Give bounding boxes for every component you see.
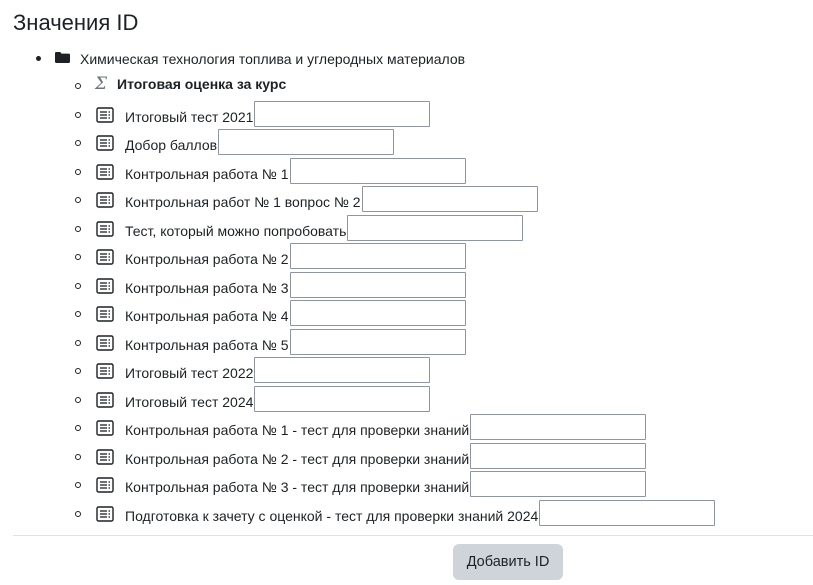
category-row (0, 44, 813, 72)
grade-item-label-wrap (125, 107, 430, 127)
bullet-circle (75, 283, 81, 289)
grade-item-label-wrap (125, 392, 430, 412)
grade-item-row (0, 272, 813, 301)
quiz-icon (96, 249, 114, 265)
grade-item-label-wrap (125, 278, 466, 298)
grade-item-label: Контрольная работа № 2 (125, 251, 289, 267)
grade-item-label: Контрольная работа № 1 - тест для проверки знаний (125, 422, 470, 438)
grade-item-label-wrap (125, 164, 466, 184)
quiz-icon (96, 477, 114, 493)
grade-item-label: Контрольная работа № 1 (125, 165, 289, 182)
add-id-button[interactable]: Добавить ID (453, 544, 563, 580)
grade-item-row (0, 300, 813, 329)
grade-item-row (0, 129, 813, 158)
id-number-input[interactable] (290, 158, 466, 184)
bullet-circle (75, 340, 81, 346)
bullet-circle (75, 511, 81, 517)
bullet-circle (75, 226, 81, 232)
folder-icon (55, 52, 70, 63)
id-number-input[interactable] (539, 500, 715, 526)
grade-item-row (0, 243, 813, 272)
id-number-input[interactable] (470, 443, 646, 469)
bullet-circle (75, 368, 81, 374)
grade-item-label-wrap (125, 363, 430, 383)
quiz-icon (96, 335, 114, 351)
grade-item-label: Итоговый тест 2021 (125, 108, 254, 125)
id-number-input[interactable] (470, 471, 646, 497)
quiz-icon (96, 449, 114, 465)
grade-item-label-wrap (125, 449, 646, 469)
bullet-circle (75, 311, 81, 317)
grade-item-label: Тест, который можно попробовать (125, 222, 347, 239)
grade-item-label: Итоговый тест 2024 (125, 393, 254, 410)
grade-item-label-wrap (125, 135, 394, 155)
bullet-circle (75, 83, 81, 89)
grade-item-row (0, 471, 813, 500)
id-number-input[interactable] (347, 215, 523, 241)
id-number-input[interactable] (290, 272, 466, 298)
id-number-input[interactable] (290, 243, 466, 269)
grade-item-label-wrap (125, 249, 466, 269)
id-number-input[interactable] (254, 386, 430, 412)
grade-item-label: Добор баллов (125, 137, 218, 153)
id-number-input[interactable] (254, 357, 430, 383)
quiz-icon (96, 192, 114, 208)
id-number-input[interactable] (290, 300, 466, 326)
grade-item-label-wrap (125, 506, 715, 526)
grade-item-tree (0, 44, 813, 528)
id-number-input[interactable] (218, 129, 394, 155)
quiz-icon (96, 107, 114, 123)
bullet-circle (75, 112, 81, 118)
grade-item-label-wrap (125, 477, 646, 497)
grade-item-label: Контрольная работ № 1 вопрос № 2 (125, 194, 361, 210)
quiz-icon (96, 278, 114, 294)
grade-item-row (0, 357, 813, 386)
grade-item-label: Итоговый тест 2022 (125, 365, 254, 381)
grade-item-row (0, 500, 813, 529)
bullet-circle (75, 254, 81, 260)
divider (13, 535, 813, 536)
grade-item-row (0, 158, 813, 187)
grade-item-label: Контрольная работа № 4 (125, 308, 289, 324)
grade-item-label: Контрольная работа № 3 (125, 279, 289, 296)
grade-item-row (0, 386, 813, 415)
quiz-icon (96, 392, 114, 408)
category-name: Химическая технология топлива и углеродных материалов (80, 51, 466, 67)
bullet-circle (75, 454, 81, 460)
grade-item-label: Контрольная работа № 2 - тест для проверки знаний (125, 450, 470, 467)
bullet-circle (75, 197, 81, 203)
quiz-icon (96, 306, 114, 322)
bullet-circle (75, 140, 81, 146)
grade-item-label-wrap (125, 306, 466, 326)
grade-item-label-wrap (125, 335, 466, 355)
id-number-input[interactable] (470, 414, 646, 440)
grade-item-label-wrap (125, 192, 538, 212)
quiz-icon (96, 221, 114, 237)
quiz-icon (96, 420, 114, 436)
grade-item-row (0, 215, 813, 244)
grade-item-row (0, 186, 813, 215)
bullet-circle (75, 425, 81, 431)
grade-item-label: Подготовка к зачету с оценкой - тест для проверки знаний 2024 (125, 507, 539, 524)
grade-item-label-wrap (125, 221, 523, 241)
id-number-input[interactable] (254, 101, 430, 127)
sigma-icon: Σ (95, 74, 108, 94)
id-number-input[interactable] (362, 186, 538, 212)
grade-item-label: Контрольная работа № 3 - тест для проверки знаний (125, 479, 470, 495)
grade-item-row (0, 101, 813, 130)
quiz-icon (96, 506, 114, 522)
grade-item-label-wrap (125, 420, 646, 440)
page-title: Значения ID (13, 10, 139, 35)
course-total-label: Итоговая оценка за курс (117, 76, 287, 92)
grade-item-label: Контрольная работа № 5 (125, 336, 289, 353)
id-number-input[interactable] (290, 329, 466, 355)
bullet-circle (75, 169, 81, 175)
grade-item-row (0, 414, 813, 443)
course-total-row (0, 72, 813, 101)
grade-item-row (0, 329, 813, 358)
quiz-icon (96, 363, 114, 379)
bullet-circle (75, 397, 81, 403)
quiz-icon (96, 135, 114, 151)
bullet-disc (36, 56, 41, 61)
quiz-icon (96, 164, 114, 180)
grade-item-row (0, 443, 813, 472)
bullet-circle (75, 482, 81, 488)
